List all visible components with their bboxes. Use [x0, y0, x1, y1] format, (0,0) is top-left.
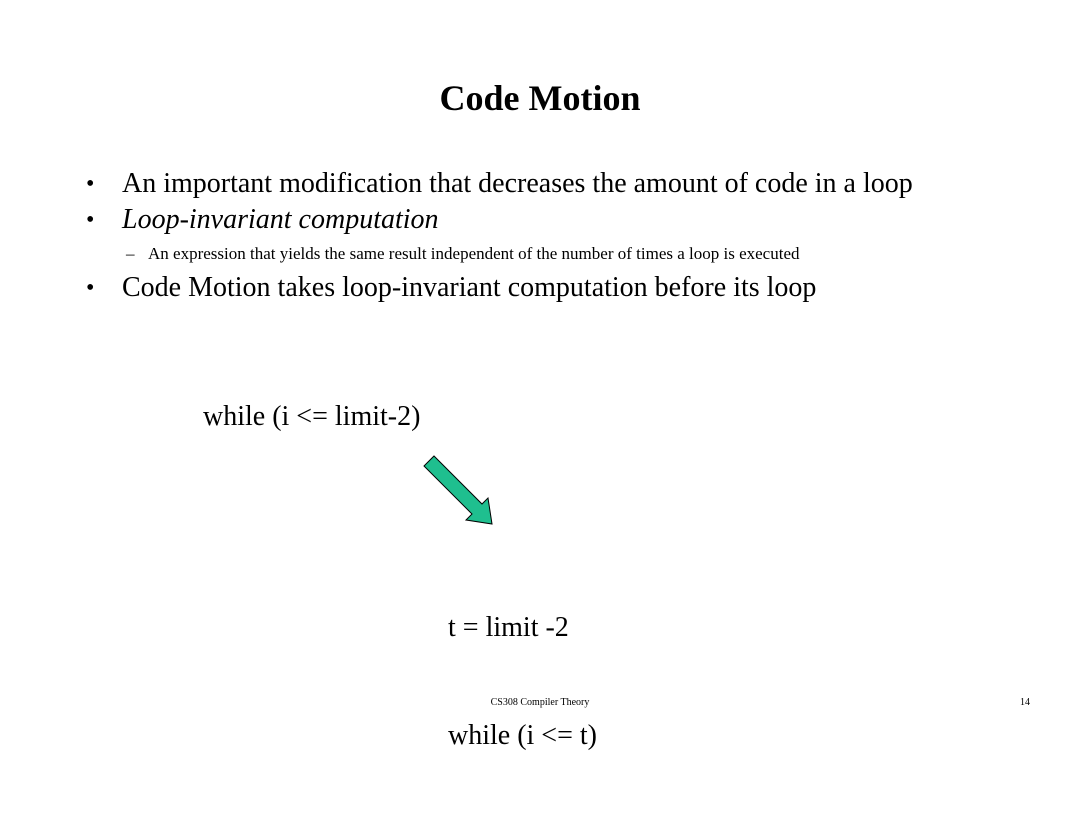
code-before: while (i <= limit-2) — [203, 401, 421, 432]
page-number: 14 — [1020, 697, 1030, 708]
bullet-text: Code Motion takes loop-invariant computation before its loop — [122, 272, 817, 303]
sub-bullet-item-1 — [86, 243, 968, 264]
code-after — [448, 538, 597, 826]
bullet-marker: • — [86, 207, 95, 233]
code-after-line-2: while (i <= t) — [448, 720, 597, 751]
sub-bullet-text: An expression that yields the same result independent of the number of times a loop is executed — [148, 244, 800, 263]
footer-course: CS308 Compiler Theory — [490, 697, 590, 708]
bullet-marker: • — [86, 171, 95, 197]
code-after-line-1: t = limit -2 — [448, 612, 569, 643]
bullet-item-2 — [86, 202, 1046, 238]
arrow-down-right-icon — [420, 452, 502, 528]
bullet-text: An important modification that decreases the amount of code in a loop — [122, 168, 913, 199]
bullet-item-3 — [86, 270, 1046, 306]
bullet-item-1 — [86, 166, 1046, 202]
sub-bullet-marker: – — [126, 244, 135, 263]
bullet-marker: • — [86, 275, 95, 301]
slide-title: Code Motion — [439, 78, 641, 118]
bullet-list — [86, 166, 1046, 306]
bullet-text: Loop-invariant computation — [122, 204, 439, 235]
